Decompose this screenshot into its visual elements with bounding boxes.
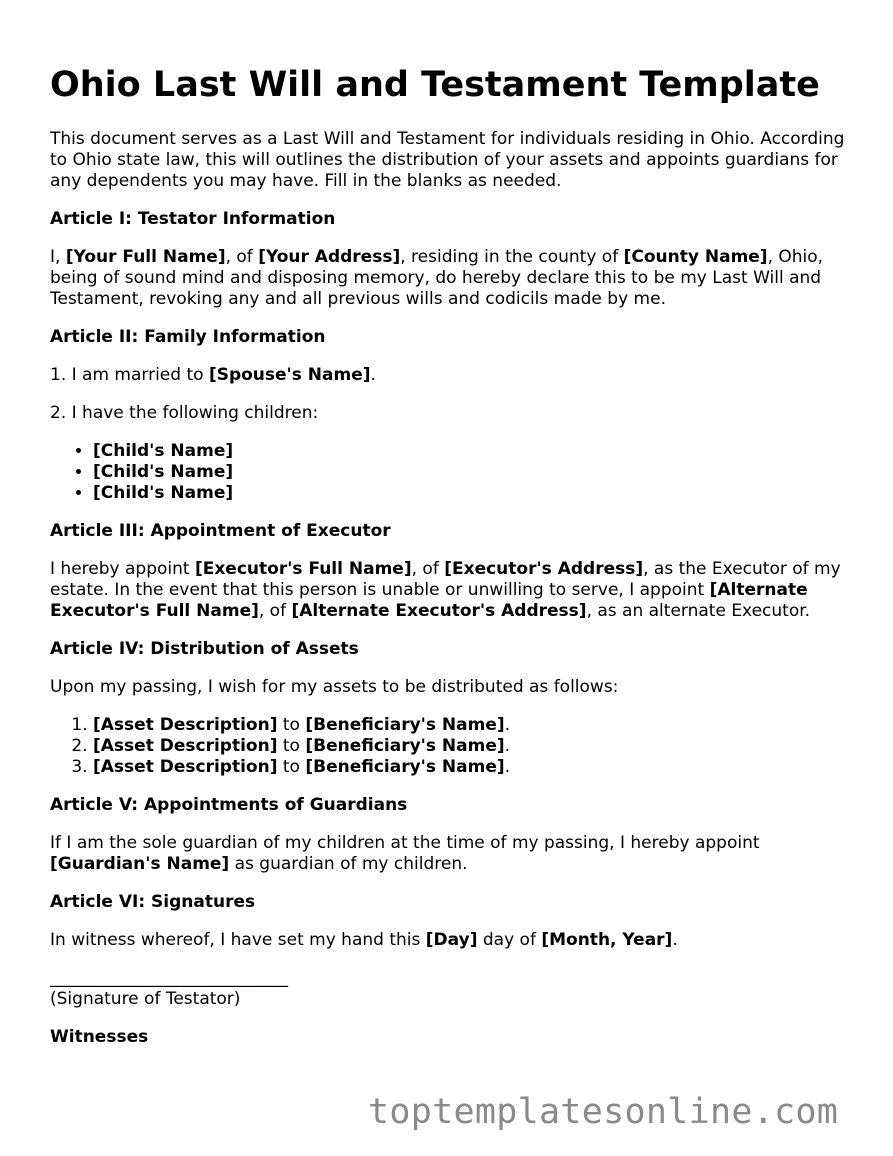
text-segment: , residing in the county of bbox=[400, 247, 624, 267]
article-4-heading: Article IV: Distribution of Assets bbox=[50, 639, 359, 659]
signature-block bbox=[50, 968, 850, 1010]
placeholder-day: [Day] bbox=[425, 930, 478, 950]
article-5-heading: Article V: Appointments of Guardians bbox=[50, 795, 408, 815]
signature-line: ____________________________ bbox=[50, 968, 288, 988]
assets-intro: Upon my passing, I wish for my assets to be distributed as follows: bbox=[50, 677, 619, 697]
placeholder-beneficiary-name: [Beneficiary's Name] bbox=[305, 757, 505, 777]
signature-label: (Signature of Testator) bbox=[50, 989, 241, 1009]
text-segment: , of bbox=[225, 247, 259, 267]
watermark: toptemplatesonline.com bbox=[368, 1092, 839, 1132]
list-item bbox=[93, 462, 850, 483]
article-2-heading: Article II: Family Information bbox=[50, 327, 326, 347]
text-segment: In witness whereof, I have set my hand this bbox=[50, 930, 426, 950]
text-segment: . bbox=[504, 757, 511, 777]
article-6-heading: Article VI: Signatures bbox=[50, 892, 256, 912]
placeholder-county-name: [County Name] bbox=[623, 247, 768, 267]
article-3-heading: Article III: Appointment of Executor bbox=[50, 521, 391, 541]
intro-paragraph: This document serves as a Last Will and Testament for individuals residing in Ohio. According to Ohio state law, this will outlines the distribution of your assets and appoints guardians for any dependents you may have. Fill in the blanks as needed. bbox=[50, 129, 845, 191]
placeholder-guardian-name: [Guardian's Name] bbox=[50, 854, 230, 874]
placeholder-asset-description: [Asset Description] bbox=[93, 736, 278, 756]
text-segment: as guardian of my children. bbox=[229, 854, 468, 874]
text-segment: to bbox=[277, 757, 306, 777]
text-segment: , of bbox=[258, 601, 292, 621]
placeholder-your-address: [Your Address] bbox=[258, 247, 401, 267]
text-segment: , of bbox=[411, 559, 445, 579]
placeholder-asset-description: [Asset Description] bbox=[93, 715, 278, 735]
placeholder-alternate-executor-name: [Alternate Executor's Full Name] bbox=[50, 580, 808, 621]
married-line bbox=[50, 365, 850, 386]
children-intro: 2. I have the following children: bbox=[50, 403, 319, 423]
placeholder-month-year: [Month, Year] bbox=[541, 930, 673, 950]
article-1-paragraph bbox=[50, 247, 850, 310]
list-item bbox=[93, 736, 850, 757]
page-title: Ohio Last Will and Testament Template bbox=[50, 65, 820, 105]
placeholder-child-name: [Child's Name] bbox=[93, 483, 234, 503]
article-5-paragraph bbox=[50, 833, 850, 875]
text-segment: to bbox=[277, 736, 306, 756]
placeholder-your-full-name: [Your Full Name] bbox=[65, 247, 226, 267]
list-item bbox=[93, 715, 850, 736]
text-segment: , as the Executor of my estate. In the event that this person is unable or unwilling to serve, I appoint bbox=[50, 559, 841, 600]
list-item bbox=[93, 483, 850, 504]
article-3-paragraph bbox=[50, 559, 850, 622]
text-segment: , as an alternate Executor. bbox=[586, 601, 811, 621]
placeholder-beneficiary-name: [Beneficiary's Name] bbox=[305, 736, 505, 756]
list-item bbox=[93, 757, 850, 778]
text-segment: , Ohio, being of sound mind and disposing memory, do hereby declare this to be my Last Will and Testament, revoking any and all previous wills and codicils made by me. bbox=[50, 247, 824, 309]
text-segment: I, bbox=[50, 247, 66, 267]
placeholder-executor-name: [Executor's Full Name] bbox=[194, 559, 412, 579]
text-segment: 1. I am married to bbox=[50, 365, 209, 385]
text-segment: day of bbox=[477, 930, 542, 950]
witnesses-heading: Witnesses bbox=[50, 1027, 149, 1047]
placeholder-child-name: [Child's Name] bbox=[93, 462, 234, 482]
document-page bbox=[50, 0, 850, 1048]
assets-list bbox=[50, 715, 850, 778]
list-item bbox=[93, 441, 850, 462]
placeholder-alternate-executor-address: [Alternate Executor's Address] bbox=[291, 601, 587, 621]
placeholder-child-name: [Child's Name] bbox=[93, 441, 234, 461]
text-segment: . bbox=[504, 715, 511, 735]
placeholder-beneficiary-name: [Beneficiary's Name] bbox=[305, 715, 505, 735]
placeholder-asset-description: [Asset Description] bbox=[93, 757, 278, 777]
text-segment: . bbox=[672, 930, 678, 950]
text-segment: . bbox=[370, 365, 376, 385]
article-1-heading: Article I: Testator Information bbox=[50, 209, 336, 229]
text-segment: I hereby appoint bbox=[50, 559, 195, 579]
witness-statement bbox=[50, 930, 850, 951]
placeholder-spouse-name: [Spouse's Name] bbox=[208, 365, 371, 385]
text-segment: If I am the sole guardian of my children at the time of my passing, I hereby appoint bbox=[50, 833, 760, 853]
placeholder-executor-address: [Executor's Address] bbox=[444, 559, 644, 579]
children-list bbox=[50, 441, 850, 504]
text-segment: to bbox=[277, 715, 306, 735]
text-segment: . bbox=[504, 736, 511, 756]
